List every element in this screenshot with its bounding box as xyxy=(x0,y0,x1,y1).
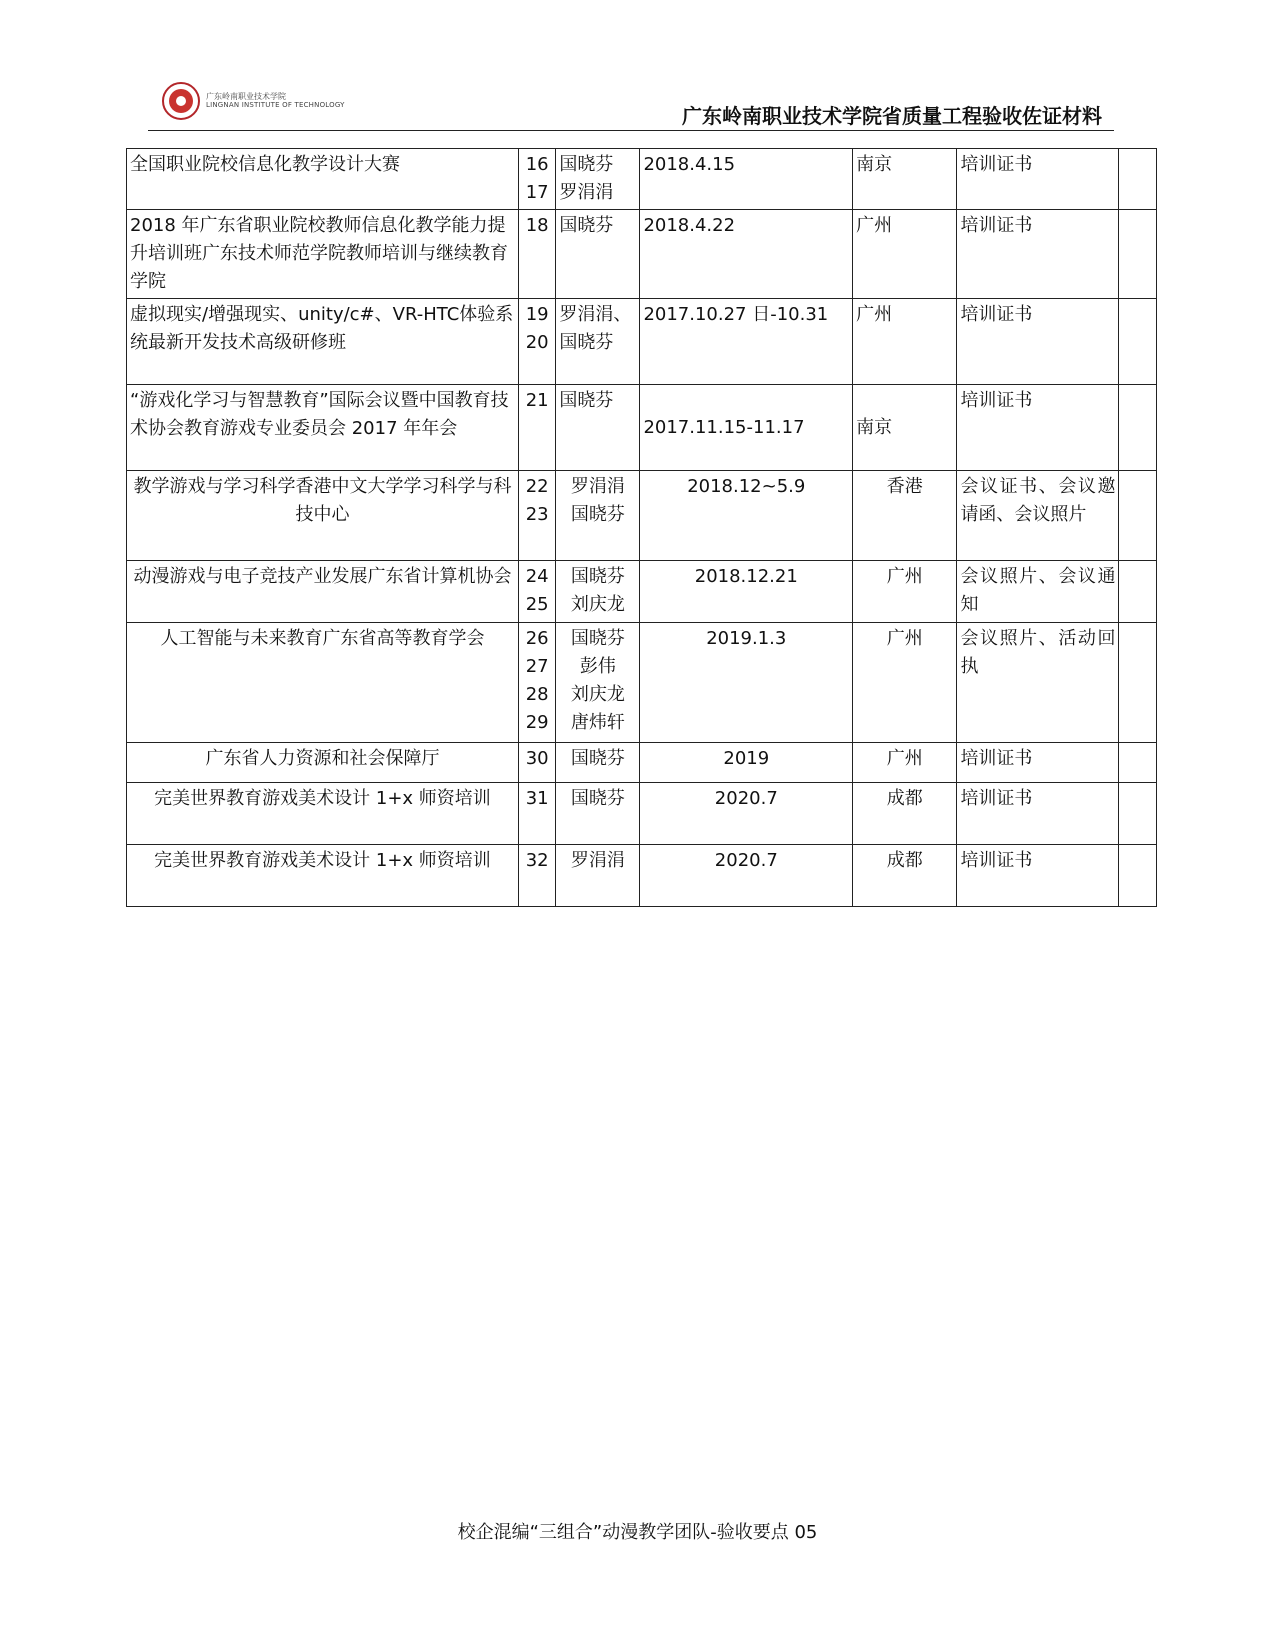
cell-date: 2020.7 xyxy=(640,783,853,845)
cell-extra xyxy=(1119,561,1157,623)
cell-city: 成都 xyxy=(853,783,957,845)
cell-person: 罗涓涓 国晓芬 xyxy=(556,471,640,561)
cell-extra xyxy=(1119,210,1157,299)
cell-extra xyxy=(1119,783,1157,845)
cell-name: 教学游戏与学习科学香港中文大学学习科学与科技中心 xyxy=(127,471,519,561)
cell-person: 国晓芬 xyxy=(556,385,640,471)
page-footer: 校企混编“三组合”动漫教学团队-验收要点 05 xyxy=(457,1522,818,1543)
cell-extra xyxy=(1119,623,1157,743)
cell-person: 国晓芬 刘庆龙 xyxy=(556,561,640,623)
logo-chinese-name: 广东岭南职业技术学院 xyxy=(206,92,286,102)
institute-logo xyxy=(162,82,345,120)
table-row xyxy=(127,783,1157,845)
table-row xyxy=(127,385,1157,471)
cell-date: 2017.11.15-11.17 xyxy=(640,385,853,471)
cell-city: 香港 xyxy=(853,471,957,561)
cell-name: 完美世界教育游戏美术设计 1+x 师资培训 xyxy=(127,783,519,845)
table-row xyxy=(127,471,1157,561)
cell-city: 广州 xyxy=(853,210,957,299)
table-row xyxy=(127,299,1157,385)
cell-name: 人工智能与未来教育广东省高等教育学会 xyxy=(127,623,519,743)
cell-document: 培训证书 xyxy=(957,149,1119,210)
cell-document: 培训证书 xyxy=(957,299,1119,385)
cell-no: 21 xyxy=(518,385,555,471)
institute-seal-icon xyxy=(162,82,200,120)
cell-city: 广州 xyxy=(853,623,957,743)
page-header xyxy=(148,78,1114,131)
cell-date: 2017.10.27 日-10.31 xyxy=(640,299,853,385)
cell-name: 2018 年广东省职业院校教师信息化教学能力提升培训班广东技术师范学院教师培训与继续教育学院 xyxy=(127,210,519,299)
cell-person: 国晓芬 罗涓涓 xyxy=(556,149,640,210)
cell-name: 虚拟现实/增强现实、unity/c#、VR-HTC体验系统最新开发技术高级研修班 xyxy=(127,299,519,385)
table-row xyxy=(127,743,1157,783)
cell-city: 南京 xyxy=(853,385,957,471)
cell-extra xyxy=(1119,299,1157,385)
cell-document: 培训证书 xyxy=(957,743,1119,783)
table-row xyxy=(127,561,1157,623)
table-row xyxy=(127,210,1157,299)
cell-no: 24 25 xyxy=(518,561,555,623)
cell-extra xyxy=(1119,845,1157,907)
header-title: 广东岭南职业技术学院省质量工程验收佐证材料 xyxy=(682,104,1102,128)
cell-name: 广东省人力资源和社会保障厅 xyxy=(127,743,519,783)
cell-date: 2018.12.21 xyxy=(640,561,853,623)
logo-english-name: LINGNAN INSTITUTE OF TECHNOLOGY xyxy=(206,100,345,109)
cell-date: 2019.1.3 xyxy=(640,623,853,743)
cell-extra xyxy=(1119,149,1157,210)
cell-person: 国晓芬 xyxy=(556,783,640,845)
cell-name: “游戏化学习与智慧教育”国际会议暨中国教育技术协会教育游戏专业委员会 2017 年年会 xyxy=(127,385,519,471)
table-row xyxy=(127,623,1157,743)
cell-document: 会议照片、会议通知 xyxy=(957,561,1119,623)
cell-no: 32 xyxy=(518,845,555,907)
cell-no: 26 27 28 29 xyxy=(518,623,555,743)
cell-extra xyxy=(1119,471,1157,561)
cell-date: 2019 xyxy=(640,743,853,783)
cell-no: 18 xyxy=(518,210,555,299)
cell-city: 广州 xyxy=(853,299,957,385)
cell-city: 南京 xyxy=(853,149,957,210)
cell-document: 培训证书 xyxy=(957,845,1119,907)
training-records-table xyxy=(126,148,1157,907)
cell-date: 2018.4.15 xyxy=(640,149,853,210)
cell-document: 培训证书 xyxy=(957,210,1119,299)
cell-city: 成都 xyxy=(853,845,957,907)
cell-date: 2020.7 xyxy=(640,845,853,907)
cell-extra xyxy=(1119,743,1157,783)
cell-person: 罗涓涓、国晓芬 xyxy=(556,299,640,385)
cell-city: 广州 xyxy=(853,561,957,623)
cell-no: 30 xyxy=(518,743,555,783)
cell-document: 培训证书 xyxy=(957,385,1119,471)
cell-person: 国晓芬 xyxy=(556,743,640,783)
cell-person: 国晓芬 xyxy=(556,210,640,299)
cell-no: 22 23 xyxy=(518,471,555,561)
cell-name: 动漫游戏与电子竞技产业发展广东省计算机协会 xyxy=(127,561,519,623)
cell-date: 2018.12~5.9 xyxy=(640,471,853,561)
cell-document: 培训证书 xyxy=(957,783,1119,845)
cell-name: 完美世界教育游戏美术设计 1+x 师资培训 xyxy=(127,845,519,907)
cell-document: 会议照片、活动回执 xyxy=(957,623,1119,743)
table-row xyxy=(127,845,1157,907)
cell-date: 2018.4.22 xyxy=(640,210,853,299)
cell-no: 19 20 xyxy=(518,299,555,385)
cell-no: 31 xyxy=(518,783,555,845)
cell-person: 罗涓涓 xyxy=(556,845,640,907)
cell-document: 会议证书、会议邀请函、会议照片 xyxy=(957,471,1119,561)
cell-no: 16 17 xyxy=(518,149,555,210)
cell-name: 全国职业院校信息化教学设计大赛 xyxy=(127,149,519,210)
cell-city: 广州 xyxy=(853,743,957,783)
cell-person: 国晓芬 彭伟 刘庆龙 唐炜轩 xyxy=(556,623,640,743)
table-row xyxy=(127,149,1157,210)
cell-extra xyxy=(1119,385,1157,471)
